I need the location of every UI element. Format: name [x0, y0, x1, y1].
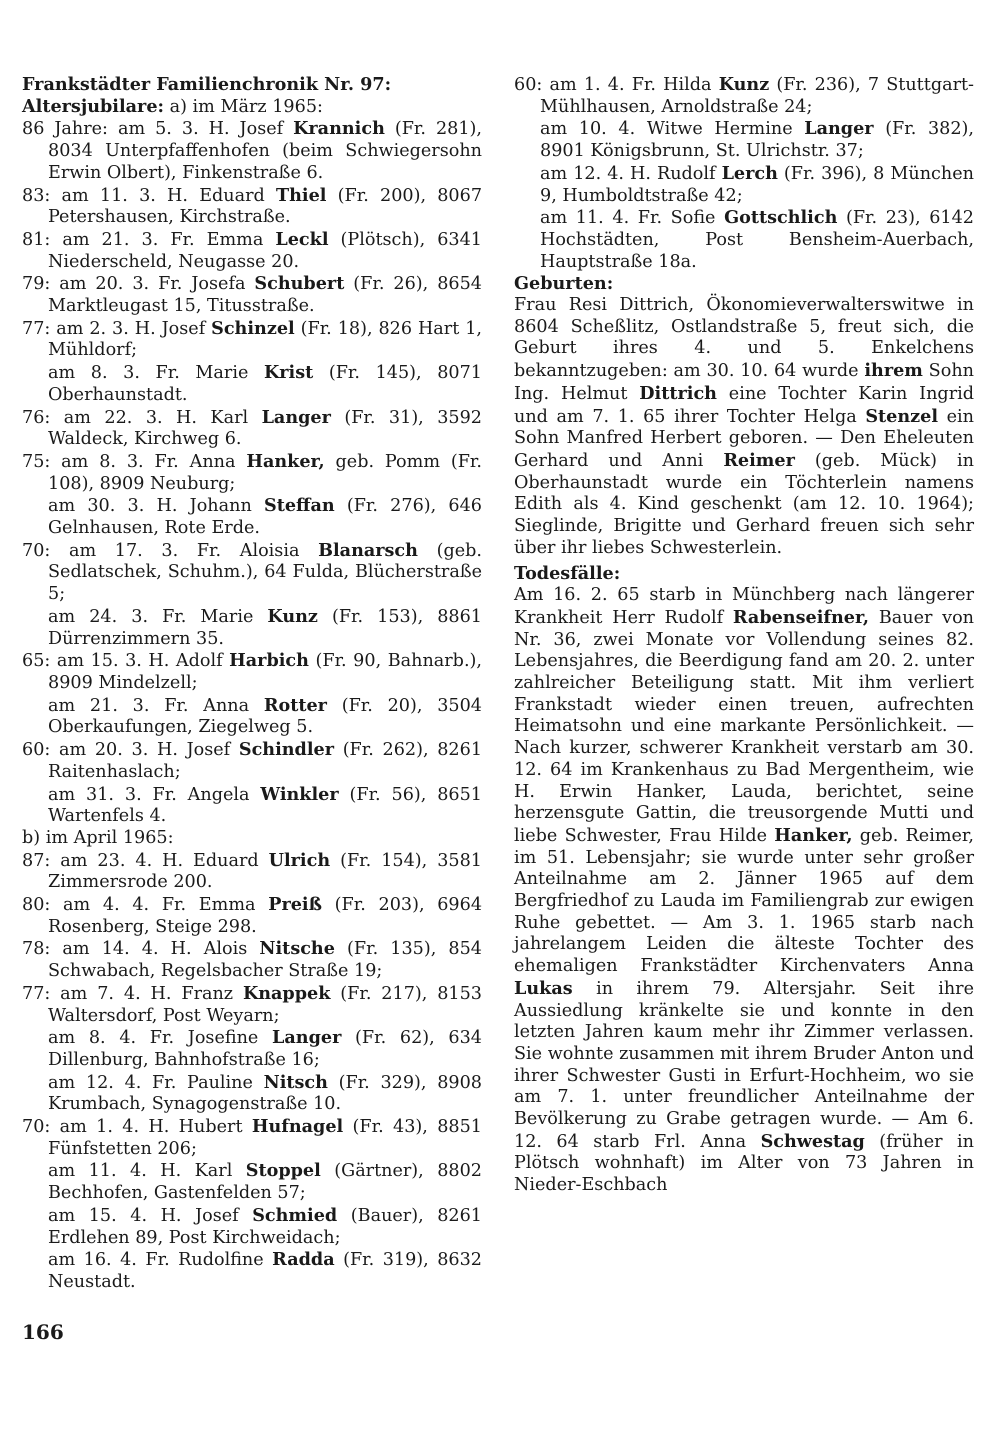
text-run: (Fr. 153), 8861 Dürrenzimmern 35.: [48, 606, 483, 649]
deaths-paragraph: [514, 585, 974, 1197]
text-run: a) im März 1965:: [164, 96, 323, 117]
text-run: 60: am 1. 4. Fr. Hilda: [514, 75, 719, 95]
birthday-entry: [22, 739, 482, 783]
text-run: 81: am 21. 3. Fr. Emma: [22, 229, 276, 250]
birthday-entry: [22, 495, 482, 539]
text-run: 77: am 2. 3. H. Josef: [22, 318, 212, 339]
birthday-entry: [22, 118, 482, 184]
text-run: (geb. Mück) in Oberhaunstadt wurde ein Töchterlein namens Edith als 4. Kind geschenkt (am 12. 10. 1964); Sieglinde, Brigitte und Gerhard freuen sich sehr über ihr liebes Schwesterlein.: [514, 450, 974, 558]
text-run: 70: am 17. 3. Fr. Aloisia: [22, 540, 319, 561]
birthday-entry: [514, 163, 974, 207]
bold-name: Langer: [272, 1027, 342, 1049]
text-run: (Fr. 23), 6142 Hochstädten, Post Bensheim-Auerbach, Hauptstraße 18a.: [540, 208, 974, 272]
bold-name: Rotter: [263, 694, 327, 716]
text-run: 78: am 14. 4. H. Alois: [22, 939, 260, 960]
bold-name: Krist: [263, 362, 314, 384]
text-run: geb. Reimer, im 51. Lebensjahr; sie wurde unter sehr großer Anteilnahme am 2. Jänner 1965 auf dem Bergfriedhof zu Lauda im Familiengrab zur ewigen Ruhe gebettet. — Am 3. 1. 1965 starb nach jahrelangem Leiden die älteste Tochter des ehemaligen Frankstädter Kirchenvaters Anna: [514, 825, 974, 977]
text-run: 65: am 15. 3. H. Adolf: [22, 651, 230, 672]
text-run: eine Tochter Karin Ingrid und am 7. 1. 65 ihrer Tochter Helga: [514, 383, 974, 427]
text-run: (Fr. 236), 7 Stuttgart-Mühlhausen, Arnoldstraße 24;: [540, 75, 975, 117]
april-subheading: b) im April 1965:: [22, 827, 174, 848]
birthday-entry: [22, 983, 482, 1027]
text-run: (Fr. 62), 634 Dillenburg, Bahnhofstraße 16;: [48, 1028, 482, 1070]
bold-name: Radda: [272, 1249, 335, 1271]
bold-name: Leckl: [275, 228, 329, 250]
text-run: 70: am 1. 4. H. Hubert: [22, 1117, 252, 1138]
text-run: (Fr. 90, Bahnarb.), 8909 Mindelzell;: [48, 651, 482, 693]
bold-name: Hanker,: [246, 450, 325, 472]
text-run: am 15. 4. H. Josef: [48, 1205, 253, 1226]
birthday-entry: [22, 938, 482, 982]
text-run: am 11. 4. Fr. Sofie: [540, 208, 725, 229]
birthday-entry: [22, 650, 482, 694]
birthday-entry: [514, 74, 974, 118]
chronicle-heading: Frankstädter Familienchronik Nr. 97:: [22, 74, 392, 95]
bold-name: Schindler: [238, 739, 335, 761]
birthday-entry: [22, 1160, 482, 1204]
births-heading: Geburten:: [514, 273, 614, 295]
bold-name: Reimer: [723, 449, 795, 471]
bold-name: Kunz: [267, 605, 318, 627]
text-run: (Fr. 329), 8908 Krumbach, Synagogenstraße 10.: [48, 1072, 482, 1115]
text-run: 87: am 23. 4. H. Eduard: [22, 850, 269, 871]
birthday-entry: [22, 606, 482, 650]
bold-name: Winkler: [260, 783, 339, 805]
text-run: am 8. 3. Fr. Marie: [48, 363, 264, 384]
text-run: Frau Resi Dittrich, Ökonomieverwalterswitwe in 8604 Scheßlitz, Ostlandstraße 5, freut sich, die Geburt ihres 4. und 5. Enkelchens bekanntzugeben: am 30. 10. 64 wurde: [514, 295, 974, 382]
text-run: 86 Jahre: am 5. 3. H. Josef: [22, 119, 294, 140]
birthday-entry: [22, 894, 482, 938]
text-run: am 16. 4. Fr. Rudolfine: [48, 1250, 273, 1271]
bold-name: Langer: [261, 406, 331, 428]
bold-name: Stoppel: [245, 1160, 321, 1182]
bold-name: Hufnagel: [251, 1116, 344, 1138]
bold-name: ihrem: [864, 360, 923, 382]
bold-name: Kunz: [718, 74, 770, 95]
birthday-entry: [22, 407, 482, 451]
birthday-entry: [22, 229, 482, 273]
birthday-entry: [22, 695, 482, 739]
text-run: (Fr. 145), 8071 Oberhaunstadt.: [48, 363, 482, 405]
birthday-entry: [22, 362, 482, 406]
text-run: (Fr. 31), 3592 Waldeck, Kirchweg 6.: [48, 407, 482, 450]
bold-name: Schmied: [252, 1204, 338, 1226]
text-run: am 12. 4. Fr. Pauline: [48, 1072, 264, 1093]
bold-name: Hanker,: [774, 824, 853, 846]
text-run: 79: am 20. 3. Fr. Josefa: [22, 274, 255, 295]
text-run: (Gärtner), 8802 Bechhofen, Gastenfelden 57;: [48, 1161, 482, 1204]
birthday-subheading: [22, 96, 482, 119]
text-run: (Fr. 20), 3504 Oberkaufungen, Ziegelweg 5.: [48, 695, 482, 738]
text-run: (Fr. 217), 8153 Waltersdorf, Post Weyarn;: [48, 983, 482, 1026]
bold-name: Harbich: [229, 650, 309, 672]
birthday-entry: [22, 451, 482, 495]
text-run: (früher in Plötsch wohnhaft) im Alter von 73 Jahren in Nieder-Eschbach: [514, 1131, 974, 1196]
text-run: (Plötsch), 6341 Niederscheld, Neugasse 20.: [48, 229, 482, 272]
bold-name: Rabenseifner,: [732, 606, 870, 628]
birthday-entry: [22, 318, 482, 362]
bold-name: Nitsch: [263, 1071, 328, 1093]
text-run: (Fr. 262), 8261 Raitenhaslach;: [48, 740, 483, 782]
deaths-heading: Todesfälle:: [514, 563, 621, 585]
text-run: 83: am 11. 3. H. Eduard: [22, 185, 276, 206]
birthday-entry: [22, 273, 482, 317]
births-paragraph: [514, 295, 974, 559]
text-run: 80: am 4. 4. Fr. Emma: [22, 895, 269, 916]
birthday-entry: [22, 1249, 482, 1293]
bold-name: Gottschlich: [724, 207, 838, 229]
birthday-entry: [22, 1205, 482, 1249]
bold-name: Steffan: [263, 495, 335, 517]
text-run: (Fr. 396), 8 München 9, Humboldtstraße 42;: [540, 163, 974, 206]
text-run: am 8. 4. Fr. Josefine: [48, 1028, 273, 1049]
text-run: am 11. 4. H. Karl: [48, 1161, 246, 1182]
page-number: 166: [22, 1320, 64, 1344]
text-run: am 24. 3. Fr. Marie: [48, 606, 268, 627]
text-run: 76: am 22. 3. H. Karl: [22, 407, 262, 428]
text-run: (Fr. 382), 8901 Königsbrunn, St. Ulrichstr. 37;: [540, 119, 974, 162]
left-column: [22, 74, 482, 1294]
bold-name: Nitsche: [259, 938, 335, 960]
birthday-entry: [22, 185, 482, 229]
right-column: [514, 74, 974, 1197]
bold-name: Preiß: [268, 894, 322, 916]
text-run: 60: am 20. 3. H. Josef: [22, 740, 239, 761]
text-run: (Fr. 276), 646 Gelnhausen, Rote Erde.: [48, 496, 482, 539]
text-run: am 31. 3. Fr. Angela: [48, 784, 261, 805]
text-run: am 12. 4. H. Rudolf: [540, 163, 722, 184]
bold-name: Lukas: [514, 977, 573, 999]
text-run: (Fr. 203), 6964 Rosenberg, Steige 298.: [48, 895, 483, 937]
text-run: ein Sohn Manfred Herbert geboren. — Den Eheleuten Gerhard und Anni: [514, 406, 974, 471]
text-run: (Fr. 200), 8067 Petershausen, Kirchstraße.: [48, 185, 483, 228]
birthday-entry: [514, 118, 974, 162]
text-run: am 21. 3. Fr. Anna: [48, 695, 264, 716]
text-run: (Fr. 281), 8034 Unterpfaffenhofen (beim Schwiegersohn Erwin Olbert), Finkenstraße 6.: [48, 119, 482, 183]
text-run: am 30. 3. H. Johann: [48, 496, 264, 517]
bold-name: Stenzel: [865, 405, 938, 427]
bold-name: Schwestag: [760, 1130, 865, 1152]
bold-name: Ulrich: [268, 849, 331, 871]
birthday-entry: [22, 1072, 482, 1116]
birthday-entry: [22, 850, 482, 894]
text-run: in ihrem 79. Altersjahr. Seit ihre Aussiedlung kränkelte sie und konnte in den letzten Jahren kaum mehr ihr Zimmer verlassen. Sie wohnte zusammen mit ihrem Bruder Anton und ihrer Schwester Gusti in Erfurt-Hochheim, wo sie am 7. 1. unter freundlicher Anteilnahme der Bevölkerung zu Grabe getragen wurde. — Am 6. 12. 64 starb Frl. Anna: [514, 978, 974, 1152]
text-run: (Fr. 43), 8851 Fünfstetten 206;: [48, 1117, 482, 1159]
text-run: am 10. 4. Witwe Hermine: [540, 119, 805, 140]
text-run: Sohn Ing. Helmut: [514, 361, 974, 404]
text-run: (Fr. 26), 8654 Marktleugast 15, Titusstraße.: [48, 274, 482, 317]
bold-name: Knappek: [242, 982, 331, 1004]
bold-name: Thiel: [276, 184, 327, 206]
bold-name: Blanarsch: [318, 539, 418, 561]
text-run: (geb. Sedlatschek, Schuhm.), 64 Fulda, Blücherstraße 5;: [48, 540, 482, 605]
birthday-entry: [22, 1027, 482, 1071]
text-run: 77: am 7. 4. H. Franz: [22, 983, 243, 1004]
text-run: Bauer von Nr. 36, zwei Monate vor Vollendung seines 82. Lebensjahres, die Beerdigung fand am 20. 2. unter zahlreicher Beteiligung statt. Mit ihm verliert Frankstadt wieder einen treuen, aufrechten Heimatsohn und eine markante Persönlichkeit. — Nach kurzer, schwerer Krankheit verstarb am 30. 12. 64 im Krankenhaus zu Bad Mergentheim, wie H. Erwin Hanker, Lauda, berichtet, seine herzensgute Gattin, die treusorgende Mutti und liebe Schwester, Frau Hilde: [514, 607, 975, 846]
text-run: (Bauer), 8261 Erdlehen 89, Post Kirchweidach;: [48, 1205, 482, 1248]
birthday-entry: [22, 1116, 482, 1160]
text-run: (Fr. 18), 826 Hart 1, Mühldorf;: [48, 318, 482, 361]
bold-name: Langer: [804, 118, 874, 140]
birthday-entry: [22, 784, 482, 828]
birthday-entry: [22, 540, 482, 606]
text-run: Am 16. 2. 65 starb in Münchberg nach längerer Krankheit Herr Rudolf: [514, 585, 974, 628]
bold-name: Lerch: [721, 162, 778, 184]
bold-name: Schinzel: [211, 317, 295, 339]
text-run: (Fr. 154), 3581 Zimmersrode 200.: [48, 850, 483, 893]
text-run: (Fr. 319), 8632 Neustadt.: [48, 1250, 483, 1292]
bold-name: Dittrich: [639, 382, 717, 404]
bold-name: Altersjubilare:: [22, 95, 165, 117]
text-run: (Fr. 135), 854 Schwabach, Regelsbacher Straße 19;: [48, 939, 483, 982]
text-run: 75: am 8. 3. Fr. Anna: [22, 451, 247, 472]
bold-name: Krannich: [293, 118, 385, 140]
birthday-entry: [514, 207, 974, 273]
text-run: (Fr. 56), 8651 Wartenfels 4.: [48, 784, 482, 827]
text-run: geb. Pomm (Fr. 108), 8909 Neuburg;: [48, 451, 483, 494]
bold-name: Schubert: [254, 273, 345, 295]
